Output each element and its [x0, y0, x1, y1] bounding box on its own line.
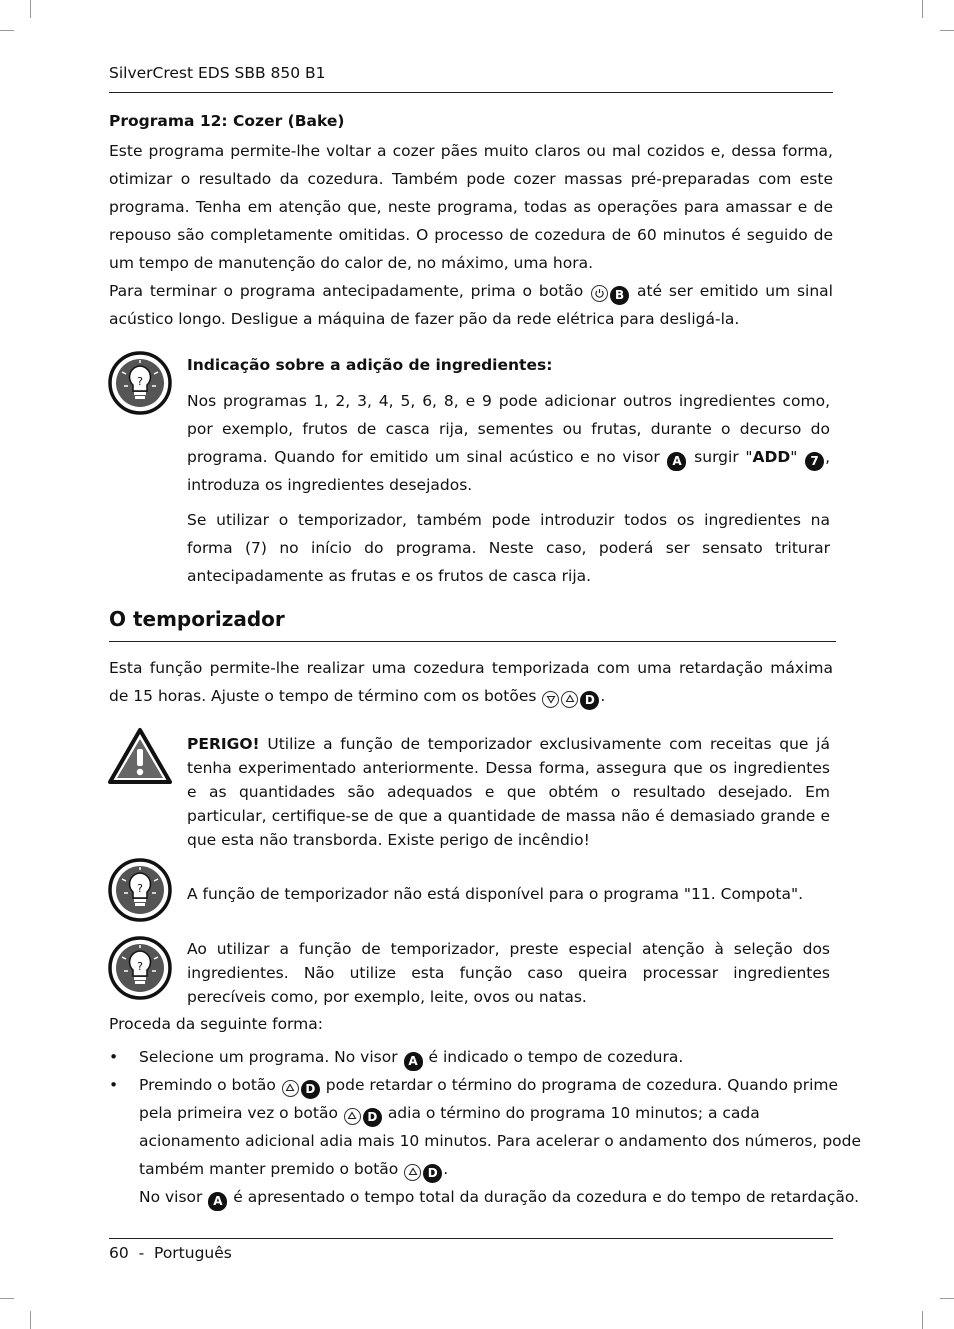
text-span: Para terminar o programa antecipadamente, prima o botão — [109, 282, 584, 300]
program12-heading: Programa 12: Cozer (Bake) — [109, 112, 345, 130]
bullet-icon: • — [109, 1076, 119, 1094]
proceed-text: Proceda da seguinte forma: — [109, 1015, 323, 1033]
text-span: até ser emitido um sinal acústico longo. Desligue a máquina de fazer pão da rede elétrica para desligá-la. — [109, 282, 833, 328]
tip1-paragraph2: Se utilizar o temporizador, também pode introduzir todos os ingredientes na forma (7) no início do programa. Neste caso, poderá ser sensato triturar antecipadamente as frutas e os frutos de casca rija. — [187, 511, 830, 585]
badge-a-icon: A — [404, 1052, 423, 1071]
text-span: pode retardar o término do programa de cozedura. Quando prime — [325, 1076, 839, 1094]
add-label: ADD — [752, 448, 791, 466]
header-rule — [109, 92, 833, 93]
lightbulb-tip-icon — [108, 857, 172, 927]
tip1-title: Indicação sobre a adição de ingredientes: — [187, 356, 553, 374]
badge-d-icon: D — [363, 1108, 382, 1127]
bullet-icon: • — [109, 1048, 119, 1066]
crop-mark — [30, 1311, 31, 1329]
text-span: surgir " — [694, 448, 753, 466]
text-span: Premindo o botão — [139, 1076, 276, 1094]
program12-paragraph: Este programa permite-lhe voltar a cozer pães muito claros ou mal cozidos e, dessa forma, otimizar o resultado da cozedura. Também pode cozer massas pré-preparadas com este programa. Tenha em atenção que, neste programa, todas as operações para amassar e de repouso são completamente omitidas. O processo de cozedura de 60 minutos é seguido de um tempo de manutenção do calor de, no máximo, uma hora. — [109, 142, 833, 272]
text-span: pela primeira vez o botão — [139, 1104, 338, 1122]
text-span: também manter premido o botão — [139, 1160, 399, 1178]
list-item — [109, 1071, 862, 1211]
crop-mark — [940, 30, 954, 31]
badge-d-icon: D — [580, 691, 599, 710]
badge-a-icon: A — [208, 1192, 227, 1211]
tip1-paragraph1 — [187, 387, 830, 499]
badge-7-icon: 7 — [805, 452, 824, 471]
timer-heading-rule — [109, 641, 836, 642]
text-span: Esta função permite-lhe realizar uma cozedura temporizada com uma retardação máxima de 15 horas. Ajuste o tempo de término com os botões — [109, 659, 833, 705]
up-arrow-button-icon — [561, 691, 578, 708]
crop-mark — [0, 30, 14, 31]
badge-d-icon: D — [301, 1080, 320, 1099]
timer-heading: O temporizador — [109, 607, 285, 631]
list-item — [109, 1043, 833, 1071]
page-footer: 60 - Português — [109, 1244, 232, 1262]
lightbulb-tip-icon — [108, 935, 172, 1005]
warning-triangle-icon — [108, 727, 172, 789]
text-span: . — [443, 1160, 449, 1178]
up-arrow-button-icon — [282, 1080, 299, 1097]
badge-d-icon: D — [423, 1164, 442, 1183]
text-span: " — [790, 448, 798, 466]
svg-text:?: ? — [137, 960, 143, 973]
crop-mark — [922, 0, 923, 18]
crop-mark — [940, 1298, 954, 1299]
svg-text:?: ? — [137, 375, 143, 388]
crop-mark — [922, 1311, 923, 1329]
text-span: é indicado o tempo de cozedura. — [428, 1048, 684, 1066]
crop-mark — [30, 0, 31, 18]
tip3-text: Ao utilizar a função de temporizador, preste especial atenção à seleção dos ingredientes. Não utilize esta função caso queira processar ingredientes perecíveis como, por exemplo, leite, ovos ou natas. — [187, 940, 830, 1006]
power-button-icon — [591, 285, 608, 302]
timer-paragraph — [109, 654, 833, 710]
warning-paragraph — [187, 732, 830, 852]
text-span: Utilize a função de temporizador exclusivamente com receitas que já tenha experimentado anteriormente. Dessa forma, assegura que os ingredientes e as quantidades são adequados e que obtém o resultado desejado. Em particular, certifique-se de que a quantidade de massa não é demasiado grande e que esta não transborda. Existe perigo de incêndio! — [187, 735, 830, 849]
lightbulb-tip-icon — [108, 350, 172, 420]
page-header-title: SilverCrest EDS SBB 850 B1 — [109, 64, 326, 82]
tip2-text: A função de temporizador não está disponível para o programa "11. Compota". — [187, 885, 803, 903]
text-span: Nos programas 1, 2, 3, 4, 5, 6, 8, e 9 pode adicionar outros ingredientes como, por exemplo, frutos de casca rija, sementes ou frutas, durante o decurso do programa. Quando for emitido um sinal acústico e no visor — [187, 392, 830, 466]
text-span: , introduza os ingredientes desejados. — [187, 448, 830, 494]
text-span: é apresentado o tempo total da duração da cozedura e do tempo de retardação. — [233, 1188, 860, 1206]
footer-rule — [109, 1238, 833, 1239]
text-span: acionamento adicional adia mais 10 minutos. Para acelerar o andamento dos números, pode — [139, 1132, 862, 1150]
down-arrow-button-icon — [542, 691, 559, 708]
warning-label: PERIGO! — [187, 735, 260, 753]
text-span: adia o término do programa 10 minutos; a cada — [387, 1104, 760, 1122]
badge-b-icon: B — [610, 286, 629, 305]
svg-text:?: ? — [137, 882, 143, 895]
up-arrow-button-icon — [344, 1108, 361, 1125]
crop-mark — [0, 1298, 14, 1299]
text-span: . — [600, 687, 606, 705]
text-span: No visor — [139, 1188, 203, 1206]
badge-a-icon: A — [667, 452, 686, 471]
program12-stop-paragraph — [109, 277, 833, 333]
up-arrow-button-icon — [404, 1164, 421, 1181]
text-span: Selecione um programa. No visor — [139, 1048, 398, 1066]
